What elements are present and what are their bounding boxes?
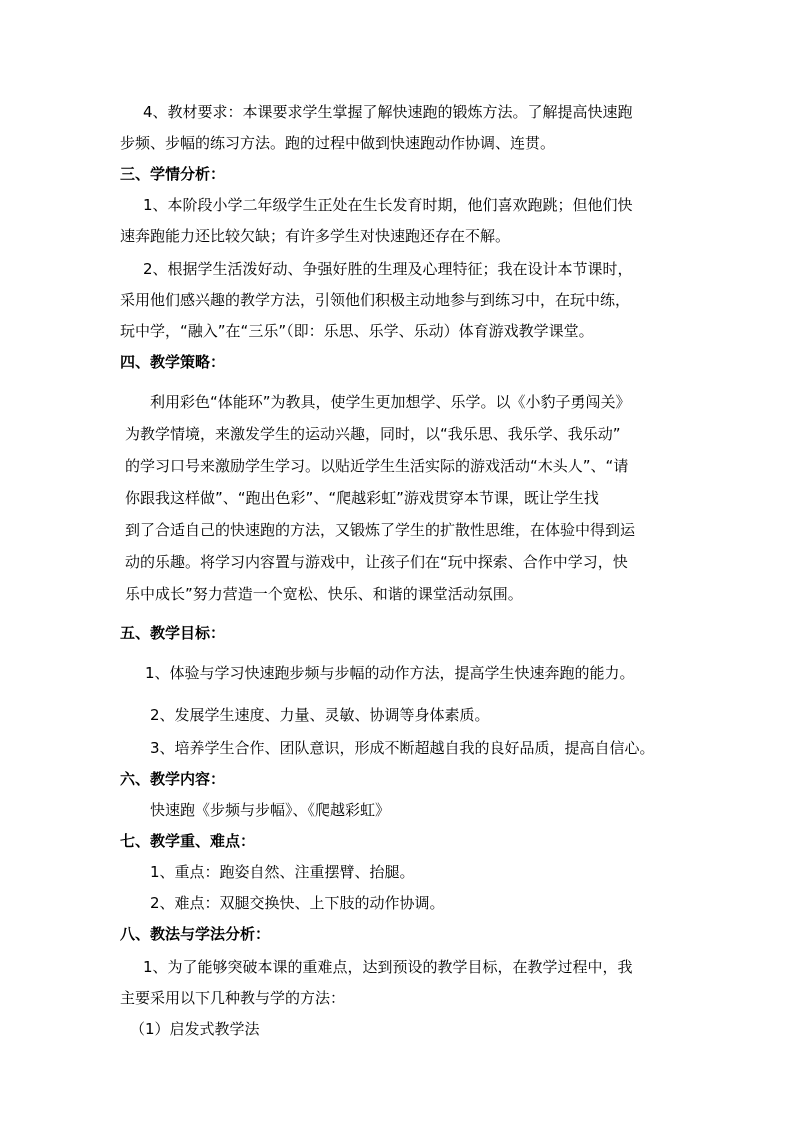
paragraph-line: 3、培养学生合作、团队意识，形成不断超越自我的良好品质，提高自信心。 [150, 739, 655, 757]
paragraph-line: 1、体验与学习快速跑步频与步幅的动作方法，提高学生快速奔跑的能力。 [145, 664, 635, 682]
paragraph-line: 你跟我这样做”、“跑出色彩”、“爬越彩虹”游戏贯穿本节课，既让学生找 [125, 489, 599, 507]
paragraph-line: 主要采用以下几种教与学的方法： [120, 989, 346, 1007]
paragraph-line: 步频、步幅的练习方法。跑的过程中做到快速跑动作协调、连贯。 [120, 134, 556, 152]
paragraph-line: 速奔跑能力还比较欠缺；有许多学生对快速跑还存在不解。 [120, 227, 511, 245]
paragraph-line: 乐中成长”努力营造一个宽松、快乐、和谐的课堂活动氛围。 [125, 585, 523, 603]
paragraph-line: 为教学情境，来激发学生的运动兴趣，同时，以“我乐思、我乐学、我乐动” [125, 425, 621, 443]
paragraph-line: 采用他们感兴趣的教学方法，引领他们积极主动地参与到练习中，在玩中练， [120, 291, 631, 309]
paragraph-line: 玩中学，“融入”在“三乐”（即：乐思、乐学、乐动）体育游戏教学课堂。 [120, 322, 594, 340]
paragraph-line: 4、教材要求：本课要求学生掌握了解快速跑的锻炼方法。了解提高快速跑 [143, 103, 633, 121]
paragraph-line: 利用彩色“体能环”为教具，使学生更加想学、乐学。以《小豹子勇闯关》 [150, 393, 631, 411]
paragraph-line: 1、重点：跑姿自然、注重摆臂、抬腿。 [150, 863, 415, 881]
section-heading: 四、教学策略： [120, 353, 226, 371]
paragraph-line: 1、本阶段小学二年级学生正处在生长发育时期，他们喜欢跑跳；但他们快 [143, 196, 633, 214]
paragraph-line: 动的乐趣。将学习内容置与游戏中，让孩子们在“玩中探索、合作中学习，快 [125, 553, 628, 571]
paragraph-line: 2、根据学生活泼好动、争强好胜的生理及心理特征；我在设计本节课时， [143, 260, 633, 278]
paragraph-line: 1、为了能够突破本课的重难点，达到预设的教学目标，在教学过程中，我 [143, 958, 633, 976]
section-heading: 八、教法与学法分析： [120, 925, 271, 943]
section-heading: 六、教学内容： [120, 770, 226, 788]
section-heading: 七、教学重、难点： [120, 832, 256, 850]
paragraph-line: 2、难点：双腿交换快、上下肢的动作协调。 [150, 894, 445, 912]
paragraph-line: 到了合适自己的快速跑的方法，又锻炼了学生的扩散性思维，在体验中得到运 [125, 521, 636, 539]
paragraph-line: （1）启发式教学法 [130, 1020, 260, 1038]
paragraph-line: 的学习口号来激励学生学习。以贴近学生生活实际的游戏活动“木头人”、“请 [125, 457, 629, 475]
paragraph-line: 快速跑《步频与步幅》、《爬越彩虹》 [150, 801, 391, 819]
section-heading: 五、教学目标： [120, 624, 226, 642]
paragraph-line: 2、发展学生速度、力量、灵敏、协调等身体素质。 [150, 706, 490, 724]
section-heading: 三、学情分析： [120, 165, 226, 183]
